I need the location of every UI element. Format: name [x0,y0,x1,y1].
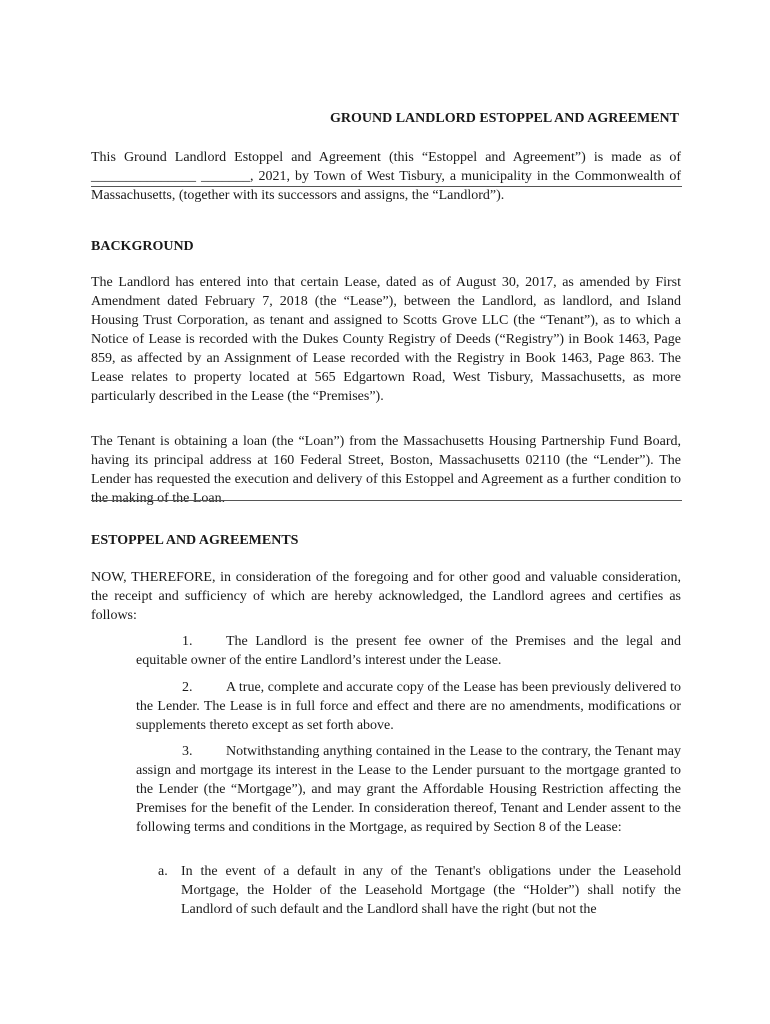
numbered-item-3 [136,742,681,837]
intro-paragraph: This Ground Landlord Estoppel and Agreement (this “Estoppel and Agreement”) is made as of _______________ _______, 2021, by Town of West Tisbury, a municipality in the Commonwealth of Massachusetts, (together with its successors and assigns, the “Landlord”). [91,150,681,203]
estoppel-heading: ESTOPPEL AND AGREEMENTS [91,533,299,548]
estoppel-intro-paragraph: NOW, THEREFORE, in consideration of the foregoing and for other good and valuable consideration, the receipt and sufficiency of which are hereby acknowledged, the Landlord agrees and certifies as follows: [91,570,681,623]
numbered-item-1 [136,632,681,670]
background-rule [91,500,682,501]
item-text: The Landlord is the present fee owner of the Premises and the legal and equitable owner of the entire Landlord’s interest under the Lease. [136,634,681,668]
numbered-item-2 [136,678,681,735]
background-heading: BACKGROUND [91,239,194,254]
item-text: Notwithstanding anything contained in the Lease to the contrary, the Tenant may assign and mortgage its interest in the Lease to the Lender pursuant to the mortgage granted to the Lender (the “Mortgage”), and may grant the Affordable Housing Restriction affecting the Premises for the benefit of the Lender. In consideration thereof, Tenant and Lender assent to the following terms and conditions in the Mortgage, as required by Section 8 of the Lease: [136,744,681,835]
item-number: 1. [182,634,193,649]
item-letter: a. [158,864,168,879]
background-paragraph-2: The Tenant is obtaining a loan (the “Loan”) from the Massachusetts Housing Partnership Fund Board, having its principal address at 160 Federal Street, Boston, Massachusetts 02110 (the “Lender”). The Lender has requested the execution and delivery of this Estoppel and Agreement as a further condition to the making of the Loan. [91,434,681,506]
document-title: GROUND LANDLORD ESTOPPEL AND AGREEMENT [329,111,679,126]
item-number: 3. [182,744,193,759]
item-number: 2. [182,680,193,695]
lettered-item-a [158,862,681,919]
background-paragraph-1: The Landlord has entered into that certain Lease, dated as of August 30, 2017, as amended by First Amendment dated February 7, 2018 (the “Lease”), between the Landlord, as landlord, and Island Housing Trust Corporation, as tenant and assigned to Scotts Grove LLC (the “Tenant”), as to which a Notice of Lease is recorded with the Dukes County Registry of Deeds (“Registry”) in Book 1463, Page 859, as affected by an Assignment of Lease recorded with the Registry in Book 1463, Page 863. The Lease relates to property located at 565 Edgartown Road, West Tisbury, Massachusetts, as more particularly described in the Lease (the “Premises”). [91,275,681,404]
item-text: In the event of a default in any of the Tenant's obligations under the Leasehold Mortgage, the Holder of the Leasehold Mortgage (the “Holder”) shall notify the Landlord of such default and the Landlord shall have the right (but not the [181,864,681,917]
item-text: A true, complete and accurate copy of the Lease has been previously delivered to the Lender. The Lease is in full force and effect and there are no amendments, modifications or supplements thereto except as set forth above. [136,680,681,733]
intro-rule [91,186,682,187]
